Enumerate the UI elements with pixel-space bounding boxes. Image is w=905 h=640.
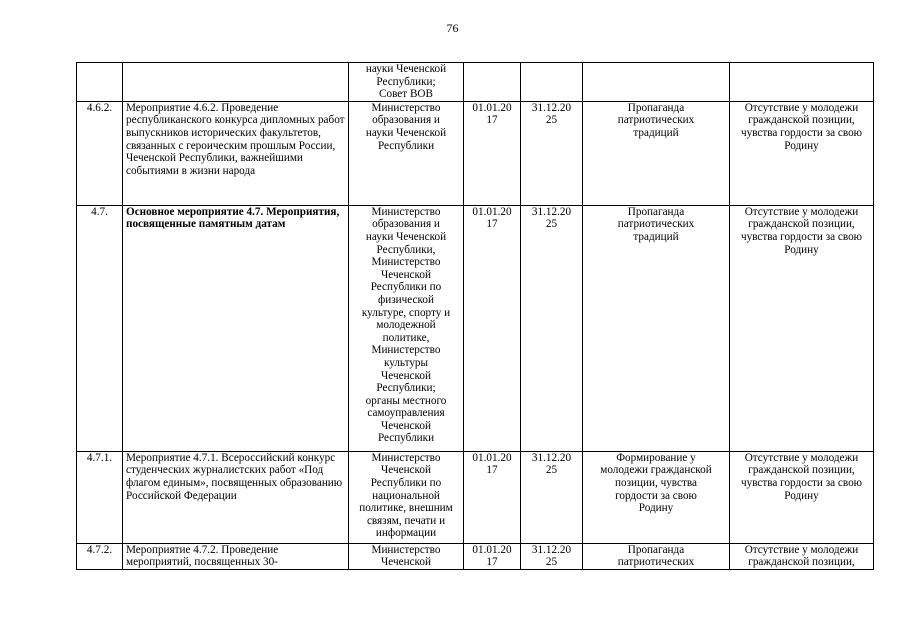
end-date: 31.12.20 25 (521, 101, 583, 205)
consequence: Отсутствие у молодежи гражданской позиции, чувства гордости за свою Родину (730, 101, 874, 205)
activity-name: Основное мероприятие 4.7. Мероприятия, посвященные памятным датам (123, 205, 349, 451)
start-date (464, 63, 521, 102)
table-row (77, 63, 874, 102)
page-number: 76 (446, 21, 459, 35)
table-row (77, 451, 874, 543)
row-number: 4.6.2. (77, 101, 123, 205)
executor: Министерство образования и науки Чеченской Республики, Министерство Чеченской Республики по физической культуре, спорту и молодежной политике, Министерство культуры Чеченской Республики; органы местного самоуправления Чеченской Республики (349, 205, 464, 451)
activity-name: Мероприятие 4.7.1. Всероссийский конкурс студенческих журналистских работ «Под флагом единым», посвященных образованию Российской Федерации (123, 451, 349, 543)
end-date: 31.12.20 25 (521, 451, 583, 543)
executor: Министерство Чеченской Республики по национальной политике, внешним связям, печати и информации (349, 451, 464, 543)
executor: Министерство Чеченской (349, 543, 464, 569)
row-number: 4.7.1. (77, 451, 123, 543)
activity-name (123, 63, 349, 102)
consequence (730, 63, 874, 102)
start-date: 01.01.20 17 (464, 451, 521, 543)
end-date: 31.12.20 25 (521, 543, 583, 569)
expected-result: Пропаганда патриотических традиций (583, 205, 730, 451)
end-date (521, 63, 583, 102)
consequence: Отсутствие у молодежи гражданской позиции, (730, 543, 874, 569)
consequence: Отсутствие у молодежи гражданской позиции, чувства гордости за свою Родину (730, 451, 874, 543)
row-number (77, 63, 123, 102)
executor: Министерство образования и науки Чеченской Республики (349, 101, 464, 205)
table-row (77, 101, 874, 205)
expected-result: Пропаганда патриотических (583, 543, 730, 569)
program-table (76, 62, 874, 570)
expected-result (583, 63, 730, 102)
start-date: 01.01.20 17 (464, 543, 521, 569)
table-row (77, 543, 874, 569)
consequence: Отсутствие у молодежи гражданской позиции, чувства гордости за свою Родину (730, 205, 874, 451)
activity-name: Мероприятие 4.7.2. Проведение мероприятий, посвященных 30- (123, 543, 349, 569)
start-date: 01.01.20 17 (464, 101, 521, 205)
row-number: 4.7.2. (77, 543, 123, 569)
expected-result: Пропаганда патриотических традиций (583, 101, 730, 205)
table-row (77, 205, 874, 451)
start-date: 01.01.20 17 (464, 205, 521, 451)
row-number: 4.7. (77, 205, 123, 451)
activity-name: Мероприятие 4.6.2. Проведение республиканского конкурса дипломных работ выпускников исторических факультетов, связанных с героическим прошлым России, Чеченской Республики, важнейшими событиями в жизни народа (123, 101, 349, 205)
executor: науки Чеченской Республики; Совет ВОВ (349, 63, 464, 102)
end-date: 31.12.20 25 (521, 205, 583, 451)
expected-result: Формирование у молодежи гражданской позиции, чувства гордости за свою Родину (583, 451, 730, 543)
